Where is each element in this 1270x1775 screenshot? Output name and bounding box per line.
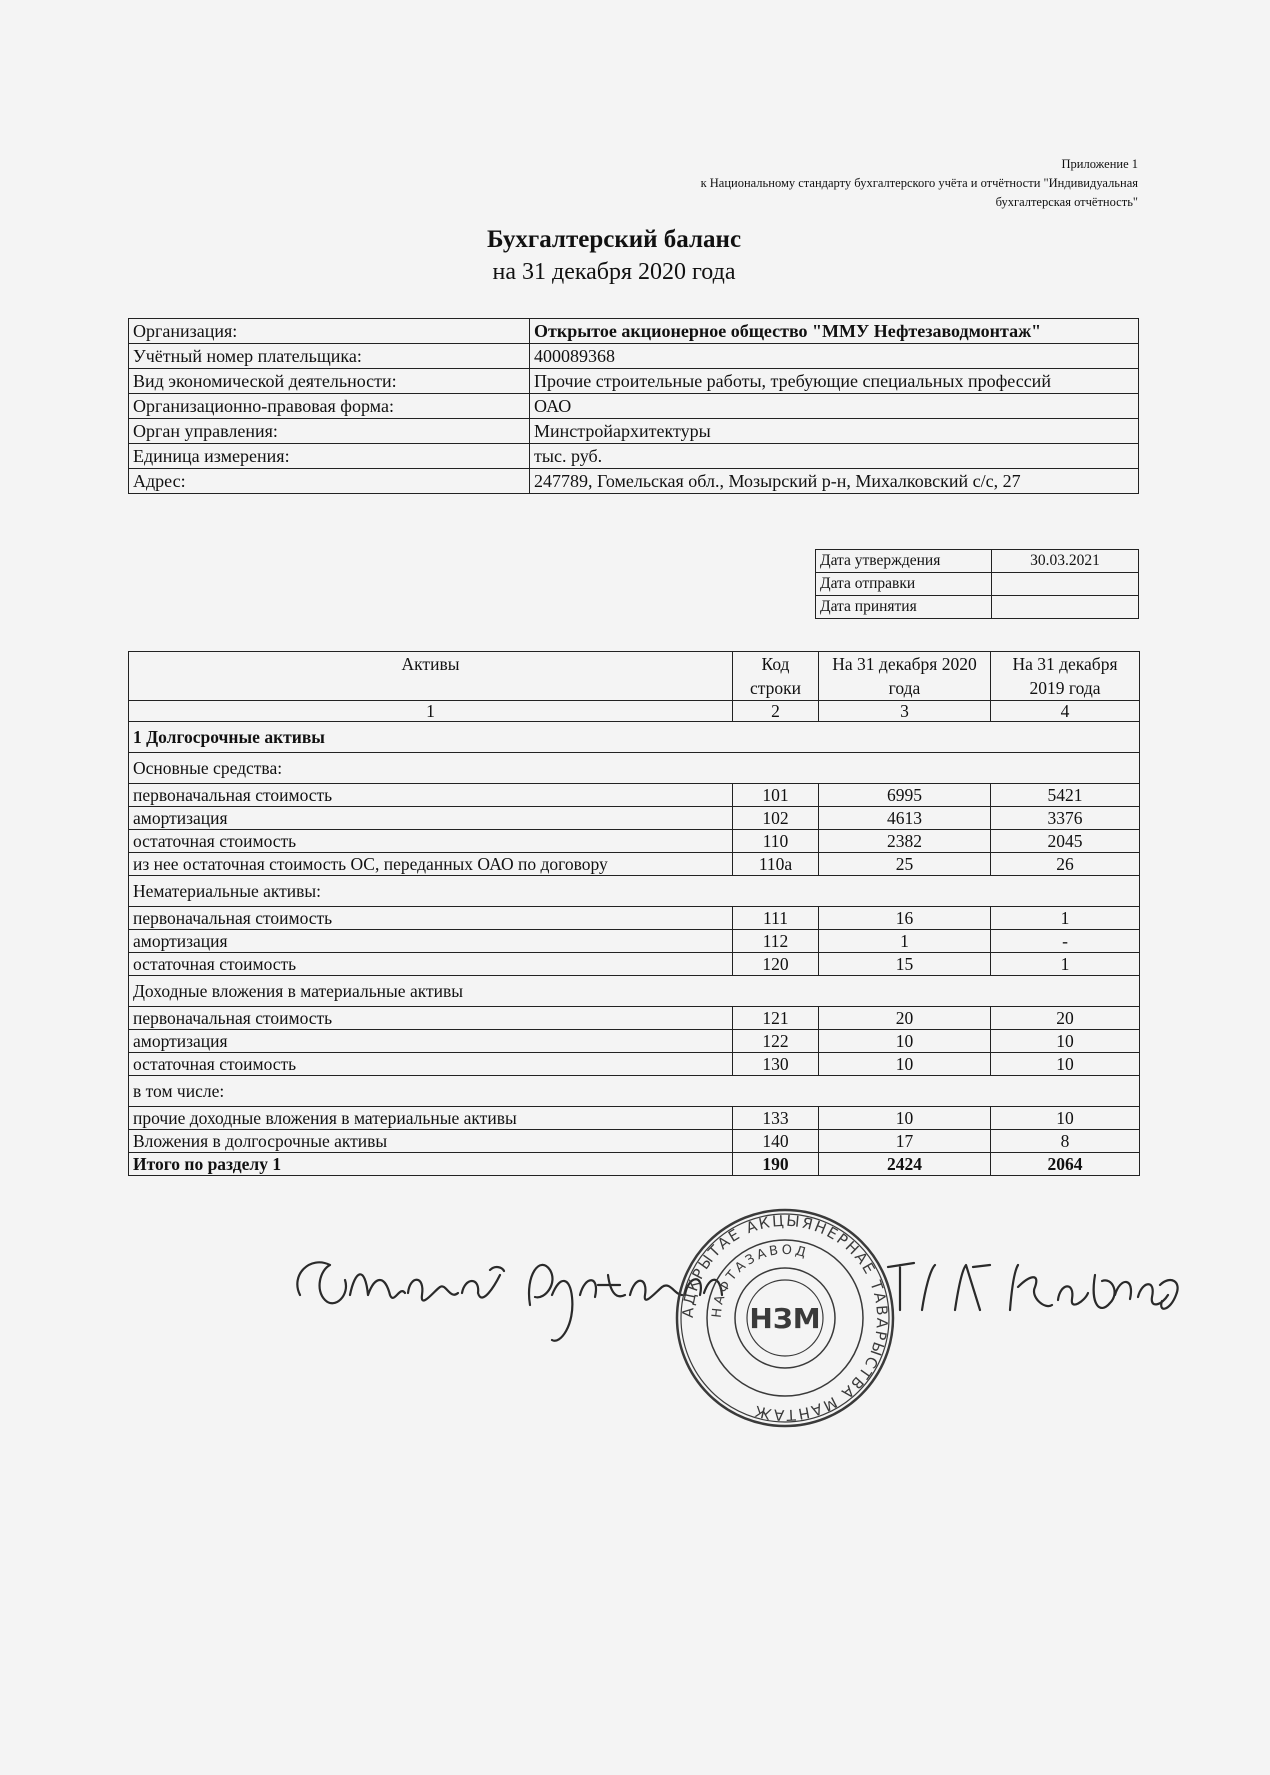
row-name: остаточная стоимость — [129, 1053, 733, 1076]
group-title: в том числе: — [129, 1076, 1140, 1107]
row-2020: 1 — [819, 930, 991, 953]
header-2020: На 31 декабря 2020 года — [819, 652, 991, 701]
row-2019: - — [991, 930, 1140, 953]
section-title: 1 Долгосрочные активы — [129, 722, 1140, 753]
row-code: 190 — [733, 1153, 819, 1176]
row-2019: 2064 — [991, 1153, 1140, 1176]
total-row — [129, 1153, 1140, 1176]
row-name: первоначальная стоимость — [129, 784, 733, 807]
info-value: 247789, Гомельская обл., Мозырский р-н, Михалковский с/с, 27 — [530, 469, 1139, 494]
seal-outer-text: АДКРЫТАЕ АКЦЫЯНЕРНАЕ ТАВАРЫСТВА МАНТАЖ — [678, 1211, 892, 1425]
info-value: Прочие строительные работы, требующие специальных профессий — [530, 369, 1139, 394]
row-name: амортизация — [129, 807, 733, 830]
row-name: Итого по разделу 1 — [129, 1153, 733, 1176]
group-row — [129, 876, 1140, 907]
row-2020: 10 — [819, 1030, 991, 1053]
row-2020: 17 — [819, 1130, 991, 1153]
row-2019: 1 — [991, 953, 1140, 976]
balance-header-row — [129, 652, 1140, 701]
row-code: 130 — [733, 1053, 819, 1076]
row-code: 140 — [733, 1130, 819, 1153]
row-2019: 20 — [991, 1007, 1140, 1030]
row-2019: 10 — [991, 1053, 1140, 1076]
appendix-line-1: Приложение 1 — [1061, 157, 1138, 171]
info-label: Единица измерения: — [129, 444, 530, 469]
row-2019: 26 — [991, 853, 1140, 876]
row-code: 101 — [733, 784, 819, 807]
row-code: 110a — [733, 853, 819, 876]
info-row — [129, 469, 1139, 494]
table-row — [129, 853, 1140, 876]
row-2019: 10 — [991, 1030, 1140, 1053]
row-2019: 1 — [991, 907, 1140, 930]
row-name: Вложения в долгосрочные активы — [129, 1130, 733, 1153]
appendix-line-2: к Национальному стандарту бухгалтерского учёта и отчётности "Индивидуальная — [700, 176, 1138, 190]
document-subtitle: на 31 декабря 2020 года — [492, 259, 736, 285]
section-row — [129, 722, 1140, 753]
table-row — [129, 1007, 1140, 1030]
group-row — [129, 1076, 1140, 1107]
appendix-line-3: бухгалтерская отчётность" — [995, 195, 1138, 209]
row-name: остаточная стоимость — [129, 953, 733, 976]
info-row — [129, 394, 1139, 419]
table-row — [129, 830, 1140, 853]
info-row — [129, 344, 1139, 369]
row-2020: 4613 — [819, 807, 991, 830]
date-row — [816, 550, 1139, 573]
row-name: амортизация — [129, 1030, 733, 1053]
row-name: из нее остаточная стоимость ОС, переданных ОАО по договору — [129, 853, 733, 876]
group-title: Доходные вложения в материальные активы — [129, 976, 1140, 1007]
row-2019: 5421 — [991, 784, 1140, 807]
row-name: остаточная стоимость — [129, 830, 733, 853]
date-value — [992, 596, 1139, 619]
info-row — [129, 319, 1139, 344]
group-row — [129, 753, 1140, 784]
row-name: прочие доходные вложения в материальные активы — [129, 1107, 733, 1130]
info-label: Орган управления: — [129, 419, 530, 444]
table-row — [129, 1107, 1140, 1130]
row-2019: 10 — [991, 1107, 1140, 1130]
row-2019: 8 — [991, 1130, 1140, 1153]
row-2020: 20 — [819, 1007, 991, 1030]
row-code: 133 — [733, 1107, 819, 1130]
row-code: 121 — [733, 1007, 819, 1030]
date-label: Дата отправки — [816, 573, 992, 596]
row-code: 102 — [733, 807, 819, 830]
company-seal — [672, 1205, 898, 1431]
table-row — [129, 1130, 1140, 1153]
table-row — [129, 1053, 1140, 1076]
table-row — [129, 784, 1140, 807]
header-code: Код строки — [733, 652, 819, 701]
row-2020: 6995 — [819, 784, 991, 807]
header-assets: Активы — [129, 652, 733, 701]
table-row — [129, 807, 1140, 830]
row-name: первоначальная стоимость — [129, 1007, 733, 1030]
info-value: 400089368 — [530, 344, 1139, 369]
seal-center-text: НЗМ — [749, 1302, 821, 1335]
info-value: Открытое акционерное общество "ММУ Нефтезаводмонтаж" — [530, 319, 1139, 344]
row-2020: 10 — [819, 1107, 991, 1130]
row-name: амортизация — [129, 930, 733, 953]
info-value: ОАО — [530, 394, 1139, 419]
organization-info-table — [128, 318, 1139, 494]
header-2019: На 31 декабря 2019 года — [991, 652, 1140, 701]
table-row — [129, 953, 1140, 976]
balance-table — [128, 651, 1140, 1176]
row-2020: 15 — [819, 953, 991, 976]
info-value: тыс. руб. — [530, 444, 1139, 469]
dates-table — [815, 549, 1139, 619]
col-index: 2 — [733, 701, 819, 722]
info-row — [129, 419, 1139, 444]
row-2020: 2382 — [819, 830, 991, 853]
row-code: 110 — [733, 830, 819, 853]
col-index: 3 — [819, 701, 991, 722]
info-value: Минстройархитектуры — [530, 419, 1139, 444]
date-row — [816, 596, 1139, 619]
row-2019: 3376 — [991, 807, 1140, 830]
column-index-row — [129, 701, 1140, 722]
group-row — [129, 976, 1140, 1007]
info-label: Организация: — [129, 319, 530, 344]
date-label: Дата утверждения — [816, 550, 992, 573]
row-name: первоначальная стоимость — [129, 907, 733, 930]
row-2020: 2424 — [819, 1153, 991, 1176]
date-row — [816, 573, 1139, 596]
info-row — [129, 369, 1139, 394]
row-2020: 25 — [819, 853, 991, 876]
row-code: 111 — [733, 907, 819, 930]
seal-inner-text: НАФТАЗАВОД — [709, 1242, 811, 1319]
date-label: Дата принятия — [816, 596, 992, 619]
date-value — [992, 573, 1139, 596]
row-2019: 2045 — [991, 830, 1140, 853]
row-2020: 16 — [819, 907, 991, 930]
col-index: 1 — [129, 701, 733, 722]
table-row — [129, 907, 1140, 930]
row-code: 122 — [733, 1030, 819, 1053]
group-title: Нематериальные активы: — [129, 876, 1140, 907]
group-title: Основные средства: — [129, 753, 1140, 784]
document-title: Бухгалтерский баланс — [486, 226, 742, 253]
col-index: 4 — [991, 701, 1140, 722]
info-label: Организационно-правовая форма: — [129, 394, 530, 419]
info-label: Учётный номер плательщика: — [129, 344, 530, 369]
row-code: 120 — [733, 953, 819, 976]
row-code: 112 — [733, 930, 819, 953]
table-row — [129, 1030, 1140, 1053]
row-2020: 10 — [819, 1053, 991, 1076]
info-label: Адрес: — [129, 469, 530, 494]
appendix-note — [701, 155, 1138, 212]
info-label: Вид экономической деятельности: — [129, 369, 530, 394]
table-row — [129, 930, 1140, 953]
date-value: 30.03.2021 — [992, 550, 1139, 573]
info-row — [129, 444, 1139, 469]
